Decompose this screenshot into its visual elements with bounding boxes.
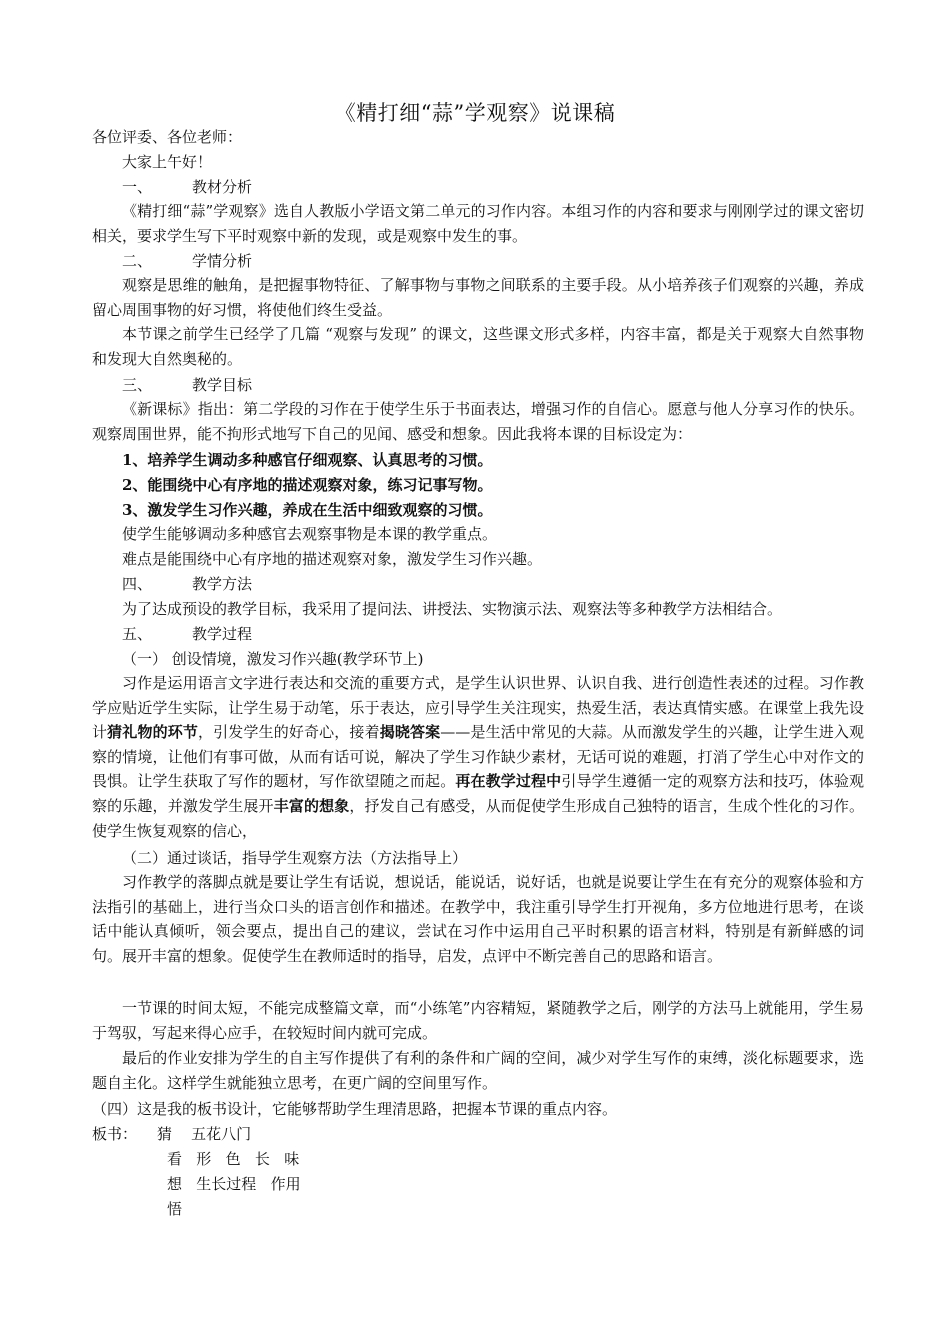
paragraph-short-practice: 一节课的时间太短，不能完成整篇文章，而“小练笔”内容精短，紧随教学之后，刚学的方法马上就能用，学生易于驾驭，写起来得心应手，在较短时间内就可完成。 <box>92 999 864 1042</box>
page-title: 《精打细“蒜”学观察》说课稿 <box>334 101 616 125</box>
emphasis-reveal-answer: 揭晓答案 <box>379 723 441 742</box>
section-heading-1 <box>122 177 902 197</box>
section-number: 三、 <box>122 376 153 394</box>
step-heading-4: （四）这是我的板书设计，它能够帮助学生理清思路，把握本节课的重点内容。 <box>92 1100 618 1118</box>
section-number: 二、 <box>122 252 153 270</box>
step-heading-1: （一） 创设情境，激发习作兴趣(教学环节上) <box>122 650 424 668</box>
emphasis-guess-gift: 猜礼物的环节 <box>107 723 199 742</box>
goal-item: 1、培养学生调动多种感官仔细观察、认真思考的习惯。 <box>122 451 493 469</box>
section-title: 教学方法 <box>192 575 253 593</box>
paragraph-curriculum-standard: 《新课标》指出：第二学段的习作在于使学生乐于书面表达，增强习作的自信心。愿意与他人分享习作的快乐。观察周围世界，能不拘形式地写下自己的见闻、感受和想象。因此我将本课的目标设定为： <box>92 400 864 443</box>
section-title: 教学过程 <box>192 625 253 643</box>
section-number: 五、 <box>122 625 153 643</box>
step-heading-2: （二）通过谈话，指导学生观察方法（方法指导上） <box>122 849 468 867</box>
board-line: 猜 五花八门 <box>157 1125 252 1143</box>
section-title: 学情分析 <box>192 252 253 270</box>
paragraph-material-analysis: 《精打细“蒜”学观察》选自人教版小学语文第二单元的习作内容。本组习作的内容和要求与刚刚学过的课文密切相关，要求学生写下平时观察中新的发现，或是观察中发生的事。 <box>92 202 864 245</box>
paragraph-homework: 最后的作业安排为学生的自主写作提供了有利的条件和广阔的空间，减少对学生写作的束缚，淡化标题要求，选题自主化。这样学生就能独立思考，在更广阔的空间里写作。 <box>92 1049 864 1092</box>
emphasis-teaching-process: 再在教学过程中 <box>455 772 562 791</box>
key-point: 使学生能够调动多种感官去观察事物是本课的教学重点。 <box>122 525 498 543</box>
emphasis-rich-imagination: 丰富的想象 <box>273 796 350 815</box>
section-title: 教材分析 <box>192 178 253 196</box>
section-number: 一、 <box>122 178 153 196</box>
section-heading-4 <box>122 574 902 594</box>
paragraph-student-analysis: 观察是思维的触角，是把握事物特征、了解事物与事物之间联系的主要手段。从小培养孩子们观察的兴趣，养成留心周围事物的好习惯，将使他们终生受益。 <box>92 276 864 319</box>
board-line: 想 生长过程 作用 <box>167 1175 301 1193</box>
section-heading-2 <box>122 251 902 271</box>
section-title: 教学目标 <box>192 376 253 394</box>
paragraph-create-scenario: 习作是运用语言文字进行表达和交流的重要方式，是学生认识世界、认识自我、进行创造性表述的过程。习作教学应贴近学生实际，让学生易于动笔，乐于表达，应引导学生关注现实，热爱生活，表达真情实感。在课堂上我先设计猜礼物的环节，引发学生的好奇心，接着揭晓答案——是生活中常见的大蒜。从而激发学生的兴趣，让学生进入观察的情境，让他们有事可做，从而有话可说，解决了学生习作缺少素材，无话可说的难题，打消了学生心中对作文的畏惧。让学生获取了写作的题材，写作欲望随之而起。再在教学过程中引导学生遵循一定的观察方法和技巧，体验观察的乐趣，并激发学生展开丰富的想象，抒发自己有感受，从而促使学生形成自己独特的语言，生成个性化的习作。使学生恢复观察的信心， <box>92 674 864 840</box>
goal-item: 3、激发学生习作兴趣，养成在生活中细致观察的习惯。 <box>122 501 493 519</box>
paragraph-prior-learning: 本节课之前学生已经学了几篇 “观察与发现” 的课文，这些课文形式多样，内容丰富，都是关于观察大自然事物和发现大自然奥秘的。 <box>92 325 864 368</box>
section-number: 四、 <box>122 575 153 593</box>
paragraph-methods: 为了达成预设的教学目标，我采用了提问法、讲授法、实物演示法、观察法等多种教学方法相结合。 <box>122 600 783 618</box>
board-label: 板书： <box>92 1125 138 1143</box>
difficulty: 难点是能围绕中心有序地的描述观察对象，激发学生习作兴趣。 <box>122 550 543 568</box>
board-line: 看 形 色 长 味 <box>167 1150 300 1168</box>
board-line: 悟 <box>167 1200 183 1218</box>
section-heading-5 <box>122 624 902 644</box>
goal-item: 2、能围绕中心有序地的描述观察对象，练习记事写物。 <box>122 476 493 494</box>
section-heading-3 <box>122 375 902 395</box>
greeting: 各位评委、各位老师： <box>92 128 243 146</box>
hello: 大家上午好！ <box>122 153 213 171</box>
paragraph-guided-talk: 习作教学的落脚点就是要让学生有话说，想说话，能说话，说好话，也就是说要让学生在有充分的观察体验和方法指引的基础上，进行当众口头的语言创作和描述。在教学中，我注重引导学生打开视角，多方位地进行思考，在谈话中能认真倾听，领会要点，提出自己的建议，尝试在习作中运用自己平时积累的语言材料，特别是有新鲜感的词句。展开丰富的想象。促使学生在教师适时的指导，启发，点评中不断完善自己的思路和语言。 <box>92 873 864 965</box>
